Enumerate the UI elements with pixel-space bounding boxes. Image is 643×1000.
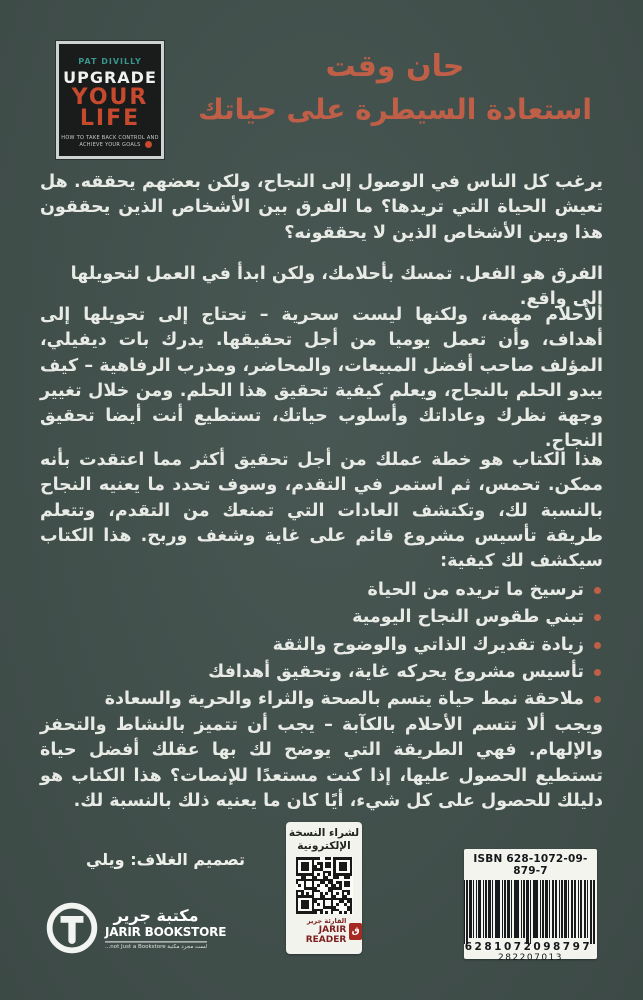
front-cover-thumbnail (56, 41, 164, 159)
red-dot-icon (145, 141, 152, 148)
headline-line2: استعادة السيطرة على حياتك (198, 93, 592, 126)
list-item-text: تأسيس مشروع يحركه غاية، وتحقيق أهدافك (208, 661, 584, 682)
list-item-text: زيادة تقديرك الذاتي والوضوح والثقة (272, 634, 584, 655)
headline-line1: حان وقت (325, 49, 465, 84)
thumbnail-author: PAT DIVILLY (78, 57, 142, 66)
jarir-reader-brand (286, 918, 362, 945)
thumbnail-subtitle: HOW TO TAKE BACK CONTROL AND ACHIEVE YOUR GOALS (61, 135, 159, 148)
qr-caption-line2: الإلكترونية (297, 839, 351, 852)
bullet-dot-icon (594, 669, 601, 676)
publisher-logo (46, 902, 227, 954)
publisher-tagline-arabic: لست مجرد مكتبة (167, 943, 207, 950)
list-item-text: تبني طقوس النجاح اليومية (352, 607, 584, 628)
list-item (40, 659, 603, 686)
list-item (40, 686, 603, 713)
headline (175, 50, 615, 127)
list-item (40, 604, 603, 631)
isbn-text: ISBN 628-1072-09-879-7 (473, 853, 588, 877)
benefit-list (40, 577, 603, 713)
paragraph-closing: ويجب ألا تتسم الأحلام بالكآبة – يجب أن تتميز بالنشاط والتحفز والإلهام. فهي الطريقة التي يوضح لك بها عقلك أفضل حياة تستطيع الحصول عليها، إذا كنت مستعدًا للإنصات؟ هذا الكتاب هو دليلك للحصول على كل شيء، أيًا كان ما يعنيه ذلك بالنسبة لك. (40, 715, 603, 811)
publisher-tagline-english: ...not Just a Bookstore (105, 943, 166, 950)
jarir-reader-english: JARIR READER (305, 925, 347, 945)
paragraph-intro: يرغب كل الناس في الوصول إلى النجاح، ولكن بعضهم يحققه. هل تعيش الحياة التي تريدها؟ ما الفرق بين الأشخاص الذين يحققون هذا وبين الأشخاص الذين لا يحققونه؟ (40, 172, 603, 243)
bullet-dot-icon (594, 696, 601, 703)
list-item (40, 577, 603, 604)
barcode-bars-icon (464, 880, 597, 944)
qr-code-icon (296, 857, 353, 914)
jarir-reader-arabic: القارئة جرير (306, 917, 347, 925)
paragraph-dreams: الأحلام مهمة، ولكنها ليست سحرية – تحتاج إلى تحويلها إلى أهداف، وأن تعمل يوميا من أجل تحقيقها. يدرك بات ديفيلي، المؤلف صاحب أفضل المبيعات، والمحاضر، ومدرب الرفاهية – كيف يبدو الحلم بالنجاح، ويعلم كيفية تحقيق هذا الحلم. ومن خلال تغيير وجهة نظرك وعاداتك وأسلوب حياتك، تستطيع أنت أيضا تحقيق النجاح. (40, 305, 603, 452)
thumbnail-title-life: LIFE (79, 106, 141, 131)
barcode-number: 6281072098797 (464, 941, 593, 953)
paragraph-plan: هذا الكتاب هو خطة عملك من أجل تحقيق أكثر مما اعتقدت بأنه ممكن. تحمس، ثم استمر في التقدم، وسوف تحدد ما يعنيه النجاح بالنسبة لك، وتكتشف العادات التي تمنعك من التقدم، وتتعلم طريقة تأسيس مشروع قائم على غاية وشغف وربح. هذا الكتاب سيكشف لك كيفية: (40, 450, 603, 572)
isbn-barcode-label (464, 849, 597, 963)
jarir-reader-book-icon: ق (349, 923, 362, 940)
thumbnail-title-your: YOUR (71, 85, 149, 110)
jarir-bookstore-logo-icon (46, 902, 98, 954)
list-item (40, 632, 603, 659)
cover-design-credit: تصميم الغلاف: ويلي (85, 850, 245, 869)
qr-caption-line1: لشراء النسخة (288, 827, 360, 839)
thumbnail-title-upgrade: UPGRADE (63, 68, 157, 87)
publisher-name-english: JARIR BOOKSTORE (105, 924, 207, 942)
barcode-secondary-number: 282207013 (497, 953, 564, 963)
bullet-dot-icon (594, 642, 601, 649)
publisher-name-arabic: مكتبة جرير (113, 905, 199, 925)
bullet-dot-icon (594, 614, 601, 621)
list-item-text: ترسيخ ما تريده من الحياة (367, 580, 584, 600)
bullet-dot-icon (594, 587, 601, 594)
ebook-qr-badge (286, 822, 362, 954)
list-item-text: ملاحقة نمط حياة يتسم بالصحة والثراء والحرية والسعادة (104, 689, 584, 710)
paragraph-action: الفرق هو الفعل. تمسك بأحلامك، ولكن ابدأ في العمل لتحويلها إلى واقع. (70, 264, 603, 310)
